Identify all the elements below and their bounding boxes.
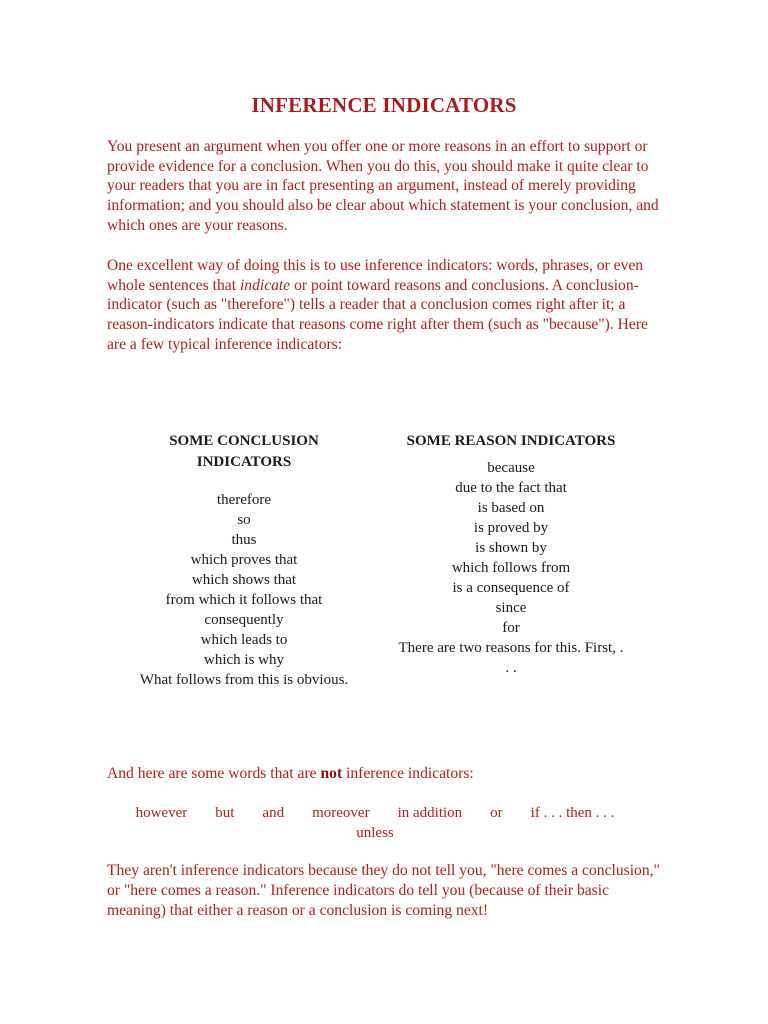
conclusion-indicators-list (122, 490, 366, 690)
bold-not: not (320, 765, 343, 782)
reason-indicators-list (380, 458, 642, 678)
list-item: . . (505, 660, 517, 676)
non-indicator-word: but (215, 805, 235, 821)
non-indicator-word: unless (356, 825, 394, 841)
list-item: is proved by (473, 520, 549, 536)
list-item: which shows that (191, 572, 297, 588)
non-indicator-word: or (490, 805, 503, 821)
non-indicator-word: in addition (397, 805, 463, 821)
list-item: which proves that (190, 552, 298, 568)
non-indicator-word: moreover (312, 805, 370, 821)
list-item: due to the fact that (455, 480, 567, 496)
conclusion-paragraph: They aren't inference indicators because they do not tell you, "here comes a conclusion," or "here comes a reason." Inference indicators do tell you (because of their basic meaning) that either a reason or a conclusion is coming next! (107, 862, 660, 919)
list-item: therefore (216, 492, 272, 508)
heading-line: INDICATORS (196, 454, 292, 470)
list-item: What follows from this is obvious. (139, 672, 349, 688)
list-item: thus (231, 532, 257, 548)
conclusion-indicators-column (122, 431, 366, 690)
paragraph-text-end: or point toward reasons and conclusions. A conclusion-indicator (such as "therefore") tells a reader that a conclusion comes right after it; a reason-indicators indicate that reasons come right after them (such as "because"). Here are a few typical inference indicators: (107, 276, 648, 353)
list-item: is a consequence of (452, 580, 570, 596)
list-item: so (237, 512, 251, 528)
paragraph-text-start: One excellent way of doing this is to use inference indicators: words, phrases, or even whole sentences that (107, 257, 644, 294)
list-item: is shown by (475, 540, 547, 556)
list-item: from which it follows that (165, 592, 323, 608)
list-item: which leads to (200, 632, 288, 648)
list-item: consequently (204, 612, 284, 628)
list-item: There are two reasons for this. First, . (398, 640, 624, 656)
list-item: which is why (204, 652, 284, 668)
non-indicator-word: if . . . then . . . (530, 805, 615, 821)
list-item: which follows from (451, 560, 571, 576)
non-indicators-intro (107, 764, 474, 784)
non-indicator-word: and (262, 805, 285, 821)
indicators-explanation-paragraph (107, 256, 667, 355)
reason-indicators-heading: SOME REASON INDICATORS (406, 433, 616, 449)
conclusion-indicators-heading (122, 431, 366, 473)
intro-text-end: inference indicators: (342, 765, 474, 782)
intro-text-start: And here are some words that are (107, 765, 321, 782)
list-item: is based on (477, 500, 545, 516)
intro-paragraph: You present an argument when you offer one or more reasons in an effort to support or provide evidence for a conclusion. When you do this, you should make it quite clear to your readers that you are in fact presenting an argument, instead of merely providing information; and you should also be clear about which statement is your conclusion, and which ones are your reasons. (107, 138, 659, 234)
list-item: for (502, 620, 520, 636)
non-indicator-word: however (135, 805, 188, 821)
heading-line: SOME CONCLUSION (169, 433, 319, 449)
page-title: INFERENCE INDICATORS (251, 93, 517, 117)
list-item: because (487, 460, 535, 476)
non-indicators-list (107, 803, 643, 843)
list-item: since (495, 600, 527, 616)
emphasized-word: indicate (239, 276, 291, 294)
reason-indicators-column (380, 431, 642, 678)
